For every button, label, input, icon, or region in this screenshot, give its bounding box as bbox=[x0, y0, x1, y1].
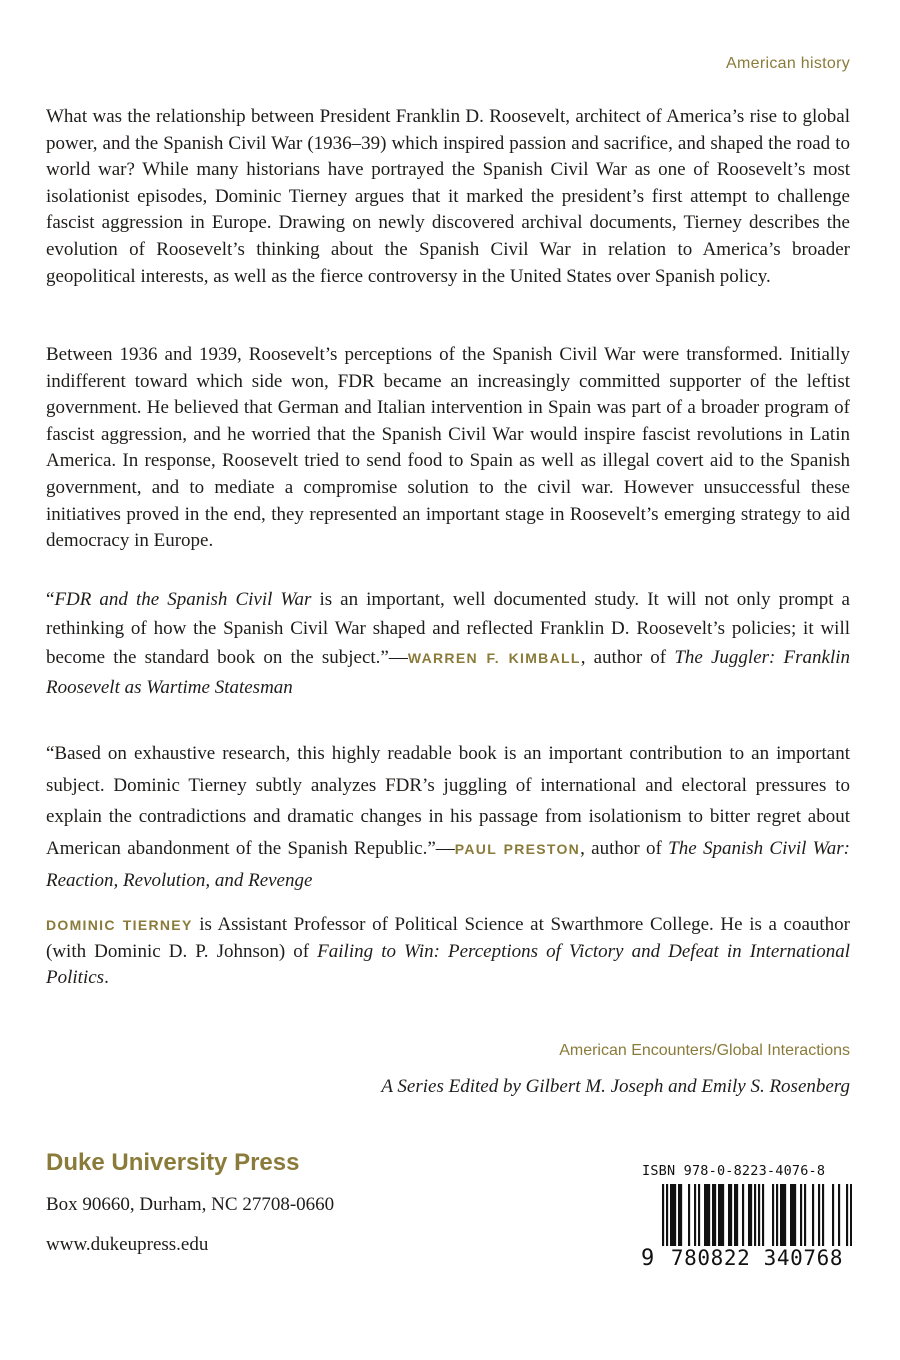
barcode-bar bbox=[784, 1184, 786, 1246]
endorser-suffix: , author of bbox=[580, 837, 669, 859]
series-name: American Encounters/Global Interactions bbox=[559, 1042, 850, 1059]
barcode-bar bbox=[800, 1184, 802, 1246]
barcode-bar bbox=[748, 1184, 750, 1246]
barcode-bar bbox=[818, 1184, 820, 1246]
barcode-bar bbox=[704, 1184, 706, 1246]
endorsed-book-title: FDR and the Spanish Civil War bbox=[54, 589, 312, 610]
barcode-bar bbox=[782, 1184, 784, 1246]
author-name: DOMINIC TIERNEY bbox=[46, 917, 193, 933]
barcode-bar bbox=[678, 1184, 680, 1246]
barcode-bar bbox=[698, 1184, 700, 1246]
endorsement-text: “Based on exhaustive research, this highly readable book is an important contribution to an important subject. Dominic Tierney subtly analyzes FDR’s juggling of international and electoral pressures to explain the contradictions and dramatic changes in his passage from isolationism to bitter regret about American abandonment of the Spanish Republic.”— bbox=[46, 743, 850, 859]
barcode-bar bbox=[750, 1184, 752, 1246]
barcode-bar bbox=[762, 1184, 764, 1246]
isbn-label: ISBN 978-0-8223-4076-8 bbox=[642, 1163, 826, 1179]
endorsement-preston bbox=[46, 738, 850, 897]
bio-work: Failing to Win: Perceptions of Victory and Defeat in International Politics bbox=[46, 940, 850, 989]
barcode-bar bbox=[730, 1184, 732, 1246]
endorser-name: WARREN F. KIMBALL bbox=[407, 650, 581, 666]
barcode-bar bbox=[680, 1184, 682, 1246]
publisher-name: Duke University Press bbox=[46, 1149, 300, 1176]
bio-end: . bbox=[104, 967, 109, 989]
barcode-bar bbox=[670, 1184, 672, 1246]
barcode-bar bbox=[718, 1184, 720, 1246]
barcode-lead-digit: 9 bbox=[641, 1246, 655, 1271]
barcode-bar bbox=[714, 1184, 716, 1246]
open-quote: “ bbox=[46, 589, 55, 610]
bio-text: is Assistant Professor of Political Science at Swarthmore College. He is a coauthor (with Dominic D. P. Johnson) of bbox=[46, 914, 850, 962]
description-paragraph-1: What was the relationship between President Franklin D. Roosevelt, architect of America’s rise to global power, and the Spanish Civil War (1936–39) which inspired passion and sacrifice, and shaped the road to world war? While many historians have portrayed the Spanish Civil War as one of Roosevelt’s most isolationist episodes, Dominic Tierney argues that it marked the president’s first attempt to challenge fascist aggression in Europe. Drawing on newly discovered archival documents, Tierney describes the evolution of Roosevelt’s thinking about the Spanish Civil War in relation to America’s broader geopolitical interests, as well as the fierce controversy in the United States over Spanish policy. bbox=[46, 106, 850, 287]
barcode-bar bbox=[694, 1184, 696, 1246]
barcode-bar bbox=[790, 1184, 792, 1246]
barcode-bar bbox=[792, 1184, 794, 1246]
barcode-bar bbox=[804, 1184, 806, 1246]
barcode-bar bbox=[722, 1184, 724, 1246]
endorser-name: PAUL PRESTON bbox=[454, 840, 581, 857]
barcode-bar bbox=[720, 1184, 722, 1246]
barcode-bar bbox=[794, 1184, 796, 1246]
category-label: American history bbox=[726, 55, 850, 72]
barcode-bar bbox=[742, 1184, 744, 1246]
barcode-digits: 780822 340768 bbox=[662, 1246, 852, 1270]
barcode-bar bbox=[708, 1184, 710, 1246]
barcode-bar bbox=[776, 1184, 778, 1246]
series-editors: A Series Edited by Gilbert M. Joseph and Emily S. Rosenberg bbox=[381, 1076, 850, 1097]
barcode-bar bbox=[734, 1184, 736, 1246]
author-bio bbox=[46, 912, 850, 992]
barcode-bar bbox=[672, 1184, 674, 1246]
endorser-suffix: , author of bbox=[580, 647, 675, 668]
barcode-bar bbox=[736, 1184, 738, 1246]
barcode-bar bbox=[838, 1184, 840, 1246]
endorsement-text: is an important, well documented study. It will not only prompt a rethinking of how the Spanish Civil War shaped and reflected Franklin D. Roosevelt’s policies; it will become the standard book on the subject.”— bbox=[46, 589, 850, 668]
barcode-bar bbox=[822, 1184, 824, 1246]
barcode-bar bbox=[706, 1184, 708, 1246]
barcode-bar bbox=[674, 1184, 676, 1246]
endorsement-kimball bbox=[46, 585, 850, 702]
publisher-address: Box 90660, Durham, NC 27708-0660 bbox=[46, 1194, 335, 1215]
endorser-work: The Juggler: Franklin Roosevelt as Wartime Statesman bbox=[46, 647, 851, 698]
barcode-bar bbox=[712, 1184, 714, 1246]
barcode-bar bbox=[772, 1184, 774, 1246]
barcode-bar bbox=[688, 1184, 690, 1246]
barcode-bar bbox=[812, 1184, 814, 1246]
barcode-bar bbox=[780, 1184, 782, 1246]
barcode-bar bbox=[832, 1184, 834, 1246]
barcode-bar bbox=[728, 1184, 730, 1246]
publisher-website[interactable]: www.dukeupress.edu bbox=[46, 1234, 209, 1255]
endorser-work: The Spanish Civil War: Reaction, Revolution, and Revenge bbox=[46, 837, 850, 891]
description-paragraph-2: Between 1936 and 1939, Roosevelt’s perceptions of the Spanish Civil War were transformed. Initially indifferent toward which side won, FDR became an increasingly committed supporter of the leftist government. He believed that German and Italian intervention in Spain was part of a broader program of fascist aggression, and he worried that the Spanish Civil War would inspire fascist revolutions in Latin America. In response, Roosevelt tried to send food to Spain as well as illegal covert aid to the Spanish government, and to mediate a compromise solution to the civil war. However unsuccessful these initiatives proved in the end, they represented an important stage in Roosevelt’s emerging strategy to aid democracy in Europe. bbox=[46, 344, 850, 552]
